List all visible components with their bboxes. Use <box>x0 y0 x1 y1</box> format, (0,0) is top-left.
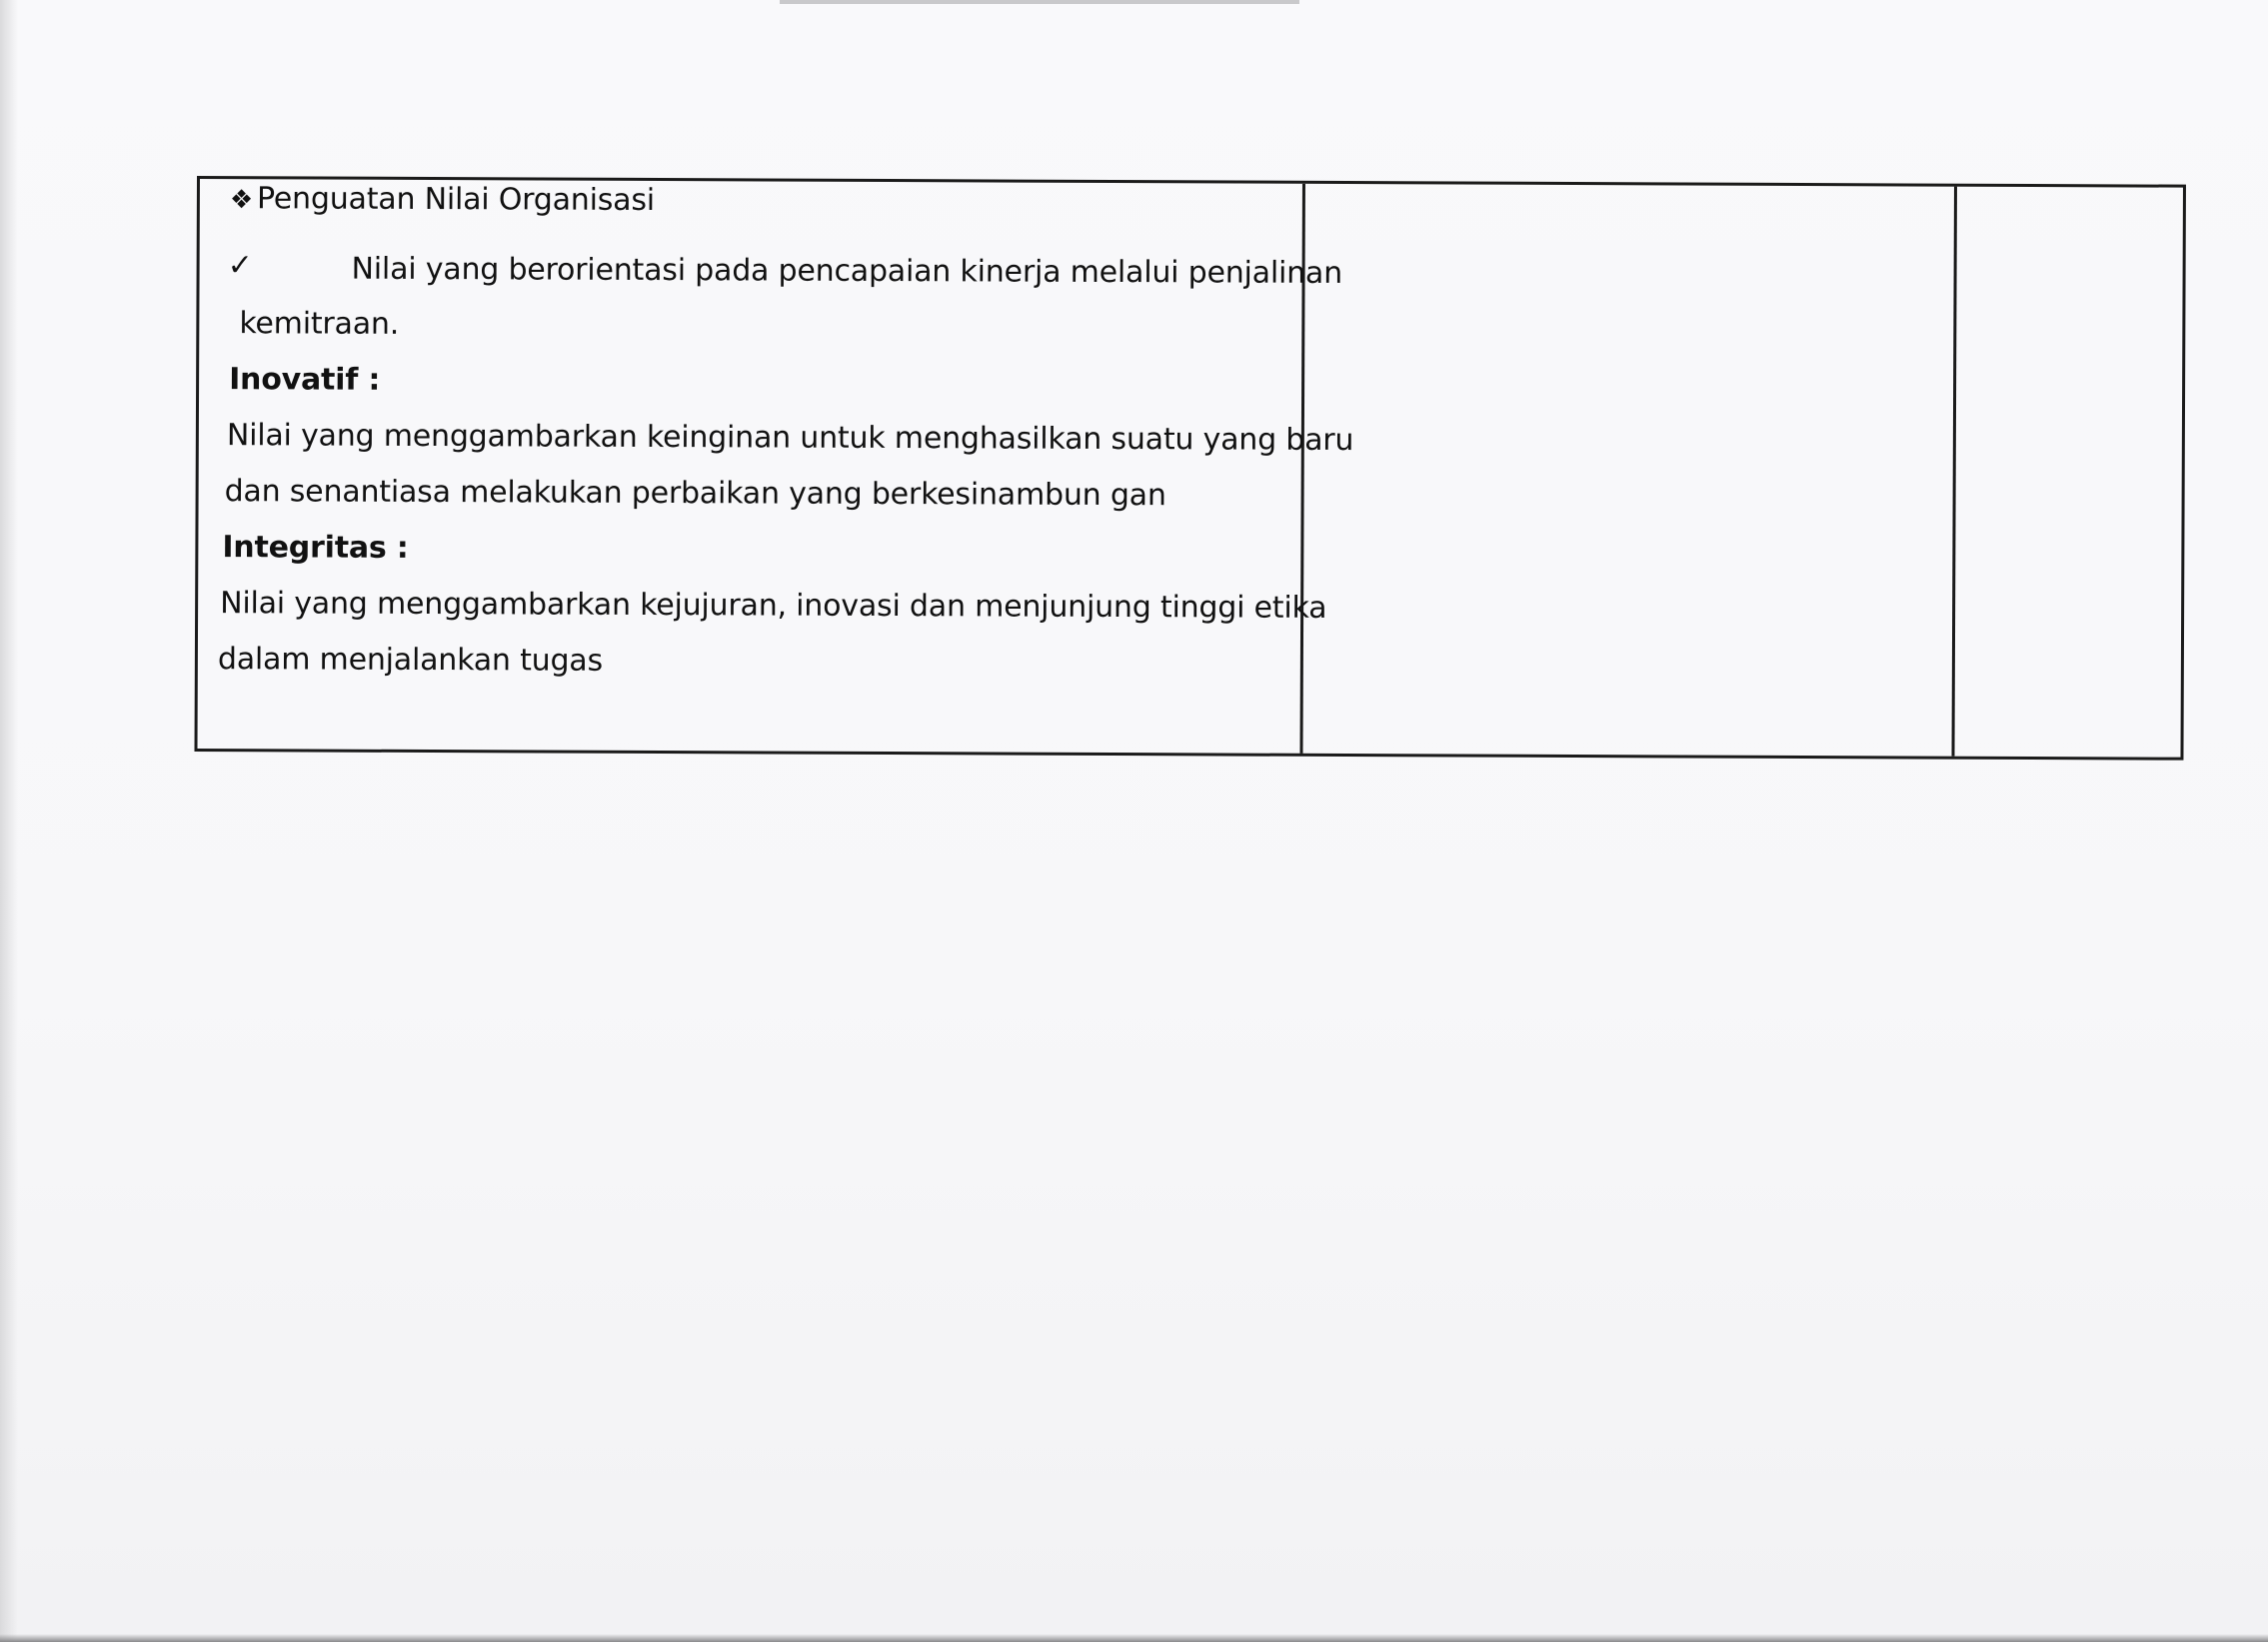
inovatif-title: Inovatif : <box>229 362 381 398</box>
scan-bottom-edge <box>0 1634 2268 1642</box>
integritas-title: Integritas : <box>222 530 409 566</box>
document-table <box>194 176 2185 761</box>
scan-left-shadow <box>0 0 18 1642</box>
kemitraan-text-line-2: kemitraan. <box>239 306 400 342</box>
integritas-text-line-2: dalam menjalankan tugas <box>217 642 604 679</box>
table-cell-empty-middle <box>1302 184 1956 757</box>
scan-top-edge <box>780 0 1299 4</box>
section-heading-text: Penguatan Nilai Organisasi <box>256 181 656 218</box>
inovatif-text-line-1: Nilai yang menggambarkan keinginan untuk menghasilkan suatu yang baru <box>226 418 1354 459</box>
diamond-bullet-icon: ❖ <box>229 185 254 216</box>
section-heading <box>230 179 655 222</box>
table-cell-description <box>197 179 1354 754</box>
table-cell-empty-right <box>1954 187 2182 758</box>
check-mark-icon: ✓ <box>227 248 253 284</box>
kemitraan-text-line-1: Nilai yang berorientasi pada pencapaian kinerja melalui penjalinan <box>351 251 1343 292</box>
inovatif-text-line-2: dan senantiasa melakukan perbaikan yang berkesinambun gan <box>224 474 1166 514</box>
integritas-text-line-1: Nilai yang menggambarkan kejujuran, inovasi dan menjunjung tinggi etika <box>220 586 1327 626</box>
